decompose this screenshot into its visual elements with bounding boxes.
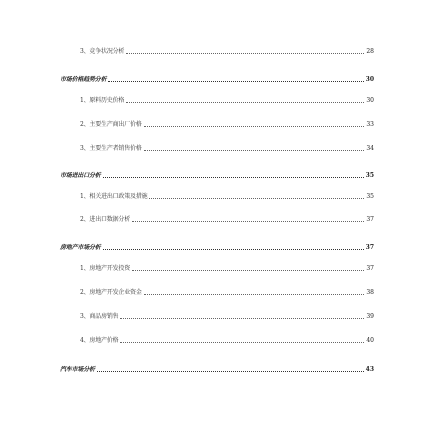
toc-entry-developer-funds[interactable] — [80, 285, 374, 297]
toc-entry-page: 39 — [366, 313, 374, 320]
toc-entry-factory-price[interactable] — [80, 117, 374, 129]
toc-entry-property-price[interactable] — [80, 333, 374, 345]
toc-entry-housing-sales[interactable] — [80, 309, 374, 321]
toc-entry-label: 3、商品房销售 — [80, 313, 119, 320]
dot-leader — [126, 102, 364, 103]
toc-section-label: 市场价格趋势分析 — [60, 76, 107, 83]
toc-entry-page: 30 — [366, 97, 374, 104]
dot-leader — [132, 221, 364, 222]
toc-section-label: 汽车市场分析 — [60, 366, 95, 373]
toc-entry-page: 33 — [366, 121, 374, 128]
toc-entry-page: 40 — [366, 337, 374, 344]
dot-leader — [103, 177, 364, 178]
dot-leader — [120, 318, 364, 319]
toc-entry-raw-material-price[interactable] — [80, 93, 374, 105]
toc-entry-page: 37 — [366, 216, 374, 223]
toc-entry-page: 37 — [366, 265, 374, 272]
toc-entry-label: 2、房地产开发企业资金 — [80, 289, 142, 296]
toc-section-real-estate[interactable] — [60, 240, 374, 252]
toc-entry-label: 4、房地产价格 — [80, 337, 119, 344]
toc-entry-label: 3、竞争状况分析 — [80, 48, 125, 55]
toc-entry-page: 38 — [366, 289, 374, 296]
dot-leader — [108, 81, 363, 82]
toc-entry-trade-policy[interactable] — [80, 189, 374, 201]
toc-section-page: 43 — [365, 366, 374, 373]
dot-leader — [126, 53, 364, 54]
toc-entry-competition[interactable] — [80, 44, 374, 56]
dot-leader — [149, 198, 364, 199]
dot-leader — [103, 249, 364, 250]
dot-leader — [120, 342, 364, 343]
toc-entry-label: 1、房地产开发投资 — [80, 265, 131, 272]
toc-section-auto-market[interactable] — [60, 362, 374, 374]
toc-entry-label: 2、主要生产商出厂价格 — [80, 121, 142, 128]
toc-entry-page: 34 — [366, 145, 374, 152]
toc-section-label: 市场进出口分析 — [60, 172, 101, 179]
toc-section-page: 30 — [365, 76, 374, 83]
toc-entry-label: 1、原料历史价格 — [80, 97, 125, 104]
dot-leader — [132, 270, 364, 271]
toc-section-page: 35 — [365, 172, 374, 179]
toc-section-price-trend[interactable] — [60, 72, 374, 84]
dot-leader — [144, 294, 364, 295]
toc-entry-page: 28 — [366, 48, 374, 55]
toc-entry-trade-data[interactable] — [80, 212, 374, 224]
dot-leader — [144, 126, 364, 127]
toc-entry-label: 1、相关进出口政策及措施 — [80, 193, 148, 200]
dot-leader — [97, 371, 364, 372]
toc-section-label: 房地产市场分析 — [60, 244, 101, 251]
toc-entry-development-investment[interactable] — [80, 261, 374, 273]
toc-entry-label: 3、主要生产者销售价格 — [80, 145, 142, 152]
toc-section-page: 37 — [365, 244, 374, 251]
toc-section-import-export[interactable] — [60, 168, 374, 180]
dot-leader — [144, 150, 364, 151]
toc-entry-sales-price[interactable] — [80, 141, 374, 153]
toc-entry-page: 35 — [366, 193, 374, 200]
toc-entry-label: 2、进出口数据分析 — [80, 216, 131, 223]
